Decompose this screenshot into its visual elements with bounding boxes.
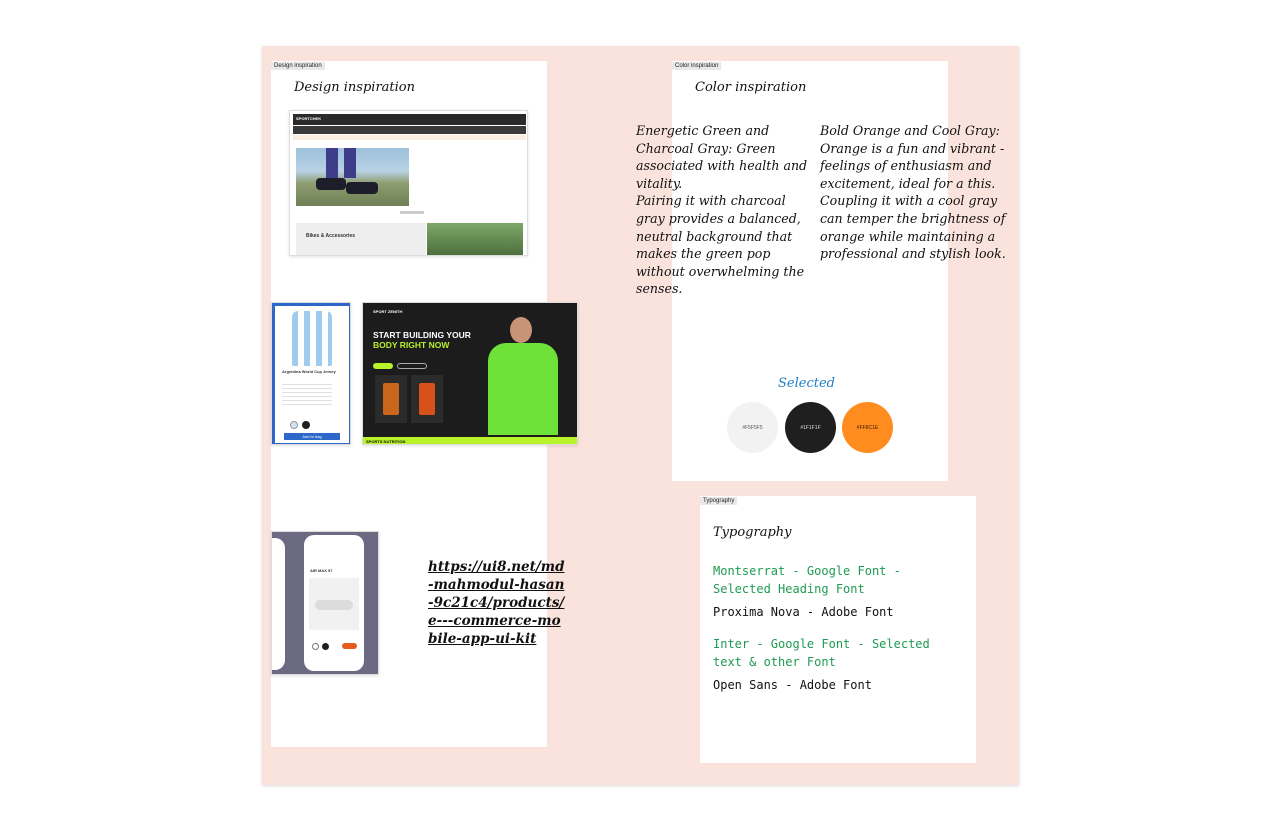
sneaker-image [309,578,359,630]
typography-heading: Typography [713,525,792,540]
selected-label: Selected [778,376,835,391]
zenith-headline-2: BODY RIGHT NOW [373,340,450,350]
typography-line-inter: Inter - Google Font - Selected [713,637,930,651]
jersey-screenshot[interactable] [271,302,351,445]
ui8-product-link[interactable]: https://ui8.net/md-mahmodul-hasan-9c21c4/products/e---commerce-mobile-app-ui-kit [428,559,565,647]
sportchek-logo: SPORTCHEK [296,116,322,121]
design-inspiration-tag[interactable]: Design inspiration [271,62,325,70]
swatch-charcoal[interactable]: #1F1F1F [785,402,836,453]
green-charcoal-note: Energetic Green and Charcoal Gray: Green associated with health and vitality. Pairing it with charcoal gray provides a balanced, neutral background that makes the green pop without overwhelming the senses. [636,123,808,297]
mobile-app-screenshot[interactable] [271,531,379,675]
zenith-ticker: SPORTS NUTRITION [363,437,578,445]
sport-zenith-logo: SPORT ZENITH [373,309,403,314]
add-to-bag-button[interactable]: Add to bag [284,433,340,440]
swatch-light-gray[interactable]: #F5F5F5 [727,402,778,453]
design-inspiration-heading: Design inspiration [294,80,415,95]
orange-gray-note: Bold Orange and Cool Gray: Orange is a fun and vibrant - feelings of enthusiasm and excitement, ideal for a this. Coupling it with a cool gray can temper the brightness of orange while maintaining a professional and stylish look. [820,123,1006,262]
typography-line-montserrat: Montserrat - Google Font - [713,564,901,578]
jersey-title: Argentina World Cup Jersey [282,369,336,374]
zenith-headline-1: START BUILDING YOUR [373,330,471,340]
athlete-photo [483,317,563,435]
color-inspiration-tag[interactable]: Color inspiration [672,62,721,70]
typography-line-open-sans: Open Sans - Adobe Font [713,678,872,692]
sportchek-screenshot[interactable] [289,110,528,256]
supplement-card-2 [411,375,443,423]
jersey-image [292,311,332,366]
sport-zenith-screenshot[interactable] [362,302,578,445]
typography-tag[interactable]: Typography [700,497,737,505]
bikes-accessories-title: Bikes & Accessories [306,233,356,239]
mobile-product-title: AIR MAX 97 [310,568,333,573]
typography-line-proxima: Proxima Nova - Adobe Font [713,605,894,619]
supplement-card-1 [375,375,407,423]
typography-line-text-font: text & other Font [713,655,836,669]
typography-line-heading-font: Selected Heading Font [713,582,865,596]
swatch-orange[interactable]: #FF8C1E [842,402,893,453]
color-inspiration-heading: Color inspiration [695,80,807,95]
running-shoes-photo [296,148,409,206]
bikes-photo [427,223,523,255]
